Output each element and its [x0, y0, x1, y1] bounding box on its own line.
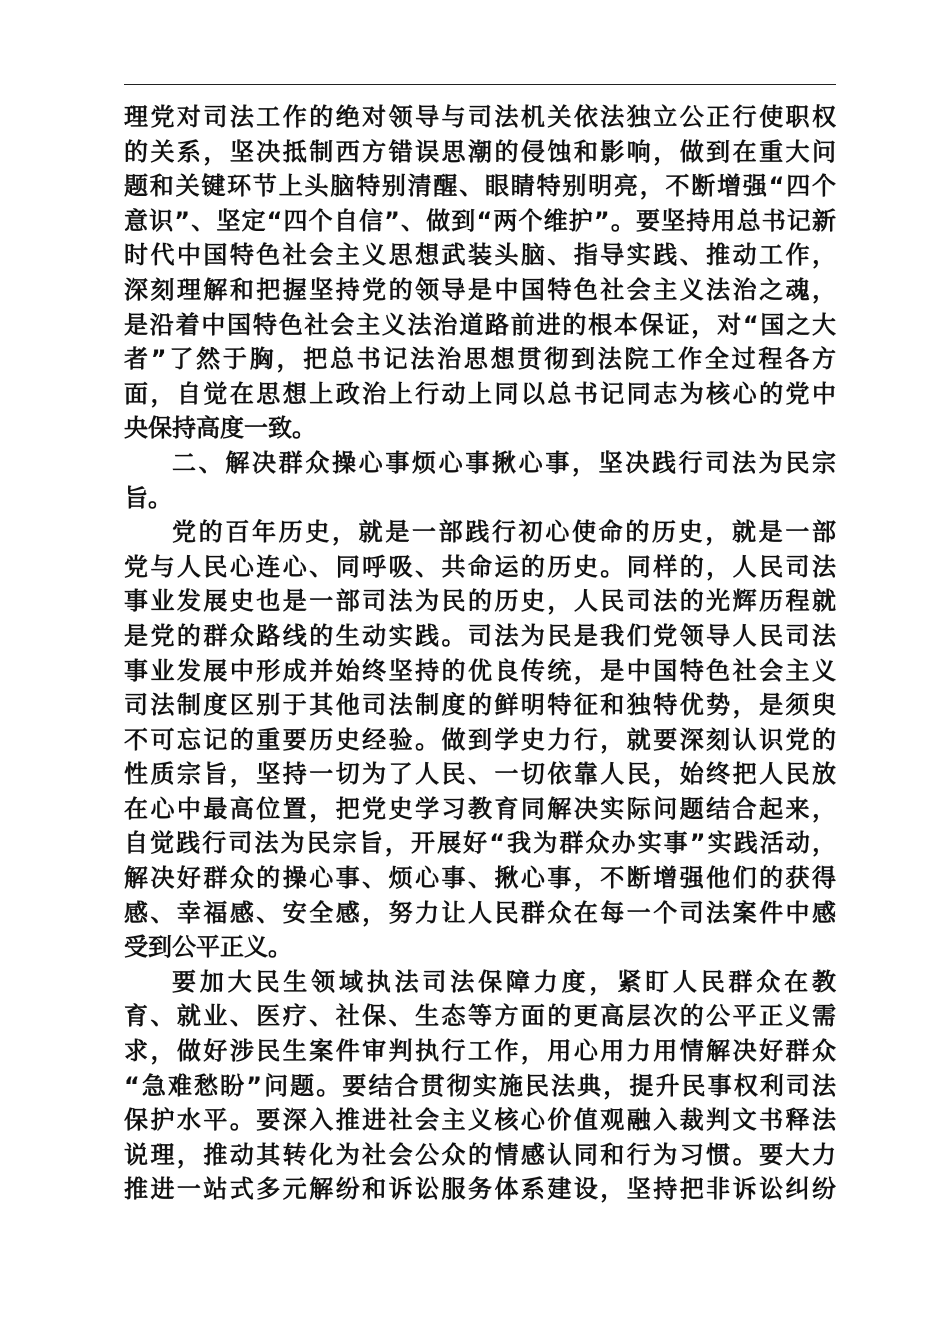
text-line: 党与人民心连心、同呼吸、共命运的历史。同样的，人民司法	[124, 552, 836, 581]
text-line: 时代中国特色社会主义思想武装头脑、指导实践、推动工作，	[124, 241, 836, 270]
text-line: 保护水平。要深入推进社会主义核心价值观融入裁判文书释法	[124, 1106, 836, 1135]
text-line: 性质宗旨，坚持一切为了人民、一切依靠人民，始终把人民放	[124, 760, 836, 789]
text-line: 求，做好涉民生案件审判执行工作，用心用力用情解决好群众	[124, 1037, 836, 1066]
text-line: 旨。	[124, 483, 172, 512]
text-line: 面，自觉在思想上政治上行动上同以总书记同志为核心的党中	[124, 379, 836, 408]
text-line: 受到公平正义。	[124, 933, 292, 962]
text-line: 推进一站式多元解纷和诉讼服务体系建设，坚持把非诉讼纠纷	[124, 1175, 836, 1204]
text-line: 自觉践行司法为民宗旨，开展好“我为群众办实事”实践活动，	[124, 829, 836, 858]
text-line: “急难愁盼”问题。要结合贯彻实施民法典，提升民事权利司法	[124, 1071, 836, 1100]
body-text	[124, 100, 836, 1207]
text-line: 在心中最高位置，把党史学习教育同解决实际问题结合起来，	[124, 794, 836, 823]
text-line: 者”了然于胸，把总书记法治思想贯彻到法院工作全过程各方	[124, 345, 836, 374]
text-line: 深刻理解和把握坚持党的领导是中国特色社会主义法治之魂，	[124, 275, 836, 304]
text-line: 二、解决群众操心事烦心事揪心事，坚决践行司法为民宗	[172, 448, 836, 477]
text-line: 事业发展史也是一部司法为民的历史，人民司法的光辉历程就	[124, 587, 836, 616]
text-line: 感、幸福感、安全感，努力让人民群众在每一个司法案件中感	[124, 898, 836, 927]
text-line: 的关系，坚决抵制西方错误思潮的侵蚀和影响，做到在重大问	[124, 137, 836, 166]
text-line: 党的百年历史，就是一部践行初心使命的历史，就是一部	[172, 518, 836, 547]
text-line: 事业发展中形成并始终坚持的优良传统，是中国特色社会主义	[124, 656, 836, 685]
text-line: 说理，推动其转化为社会公众的情感认同和行为习惯。要大力	[124, 1140, 836, 1169]
text-line: 司法制度区别于其他司法制度的鲜明特征和独特优势，是须臾	[124, 691, 836, 720]
text-line: 解决好群众的操心事、烦心事、揪心事，不断增强他们的获得	[124, 864, 836, 893]
text-line: 意识”、坚定“四个自信”、做到“两个维护”。要坚持用总书记新	[124, 206, 836, 235]
text-line: 育、就业、医疗、社保、生态等方面的更高层次的公平正义需	[124, 1002, 836, 1031]
text-line: 不可忘记的重要历史经验。做到学史力行，就要深刻认识党的	[124, 725, 836, 754]
text-line: 央保持高度一致。	[124, 414, 316, 443]
text-line: 是党的群众路线的生动实践。司法为民是我们党领导人民司法	[124, 621, 836, 650]
header-rule	[124, 84, 836, 85]
text-line: 题和关键环节上头脑特别清醒、眼睛特别明亮，不断增强“四个	[124, 172, 836, 201]
text-line: 是沿着中国特色社会主义法治道路前进的根本保证，对“国之大	[124, 310, 836, 339]
text-line: 理党对司法工作的绝对领导与司法机关依法独立公正行使职权	[124, 103, 836, 131]
text-line: 要加大民生领域执法司法保障力度，紧盯人民群众在教	[172, 967, 836, 996]
